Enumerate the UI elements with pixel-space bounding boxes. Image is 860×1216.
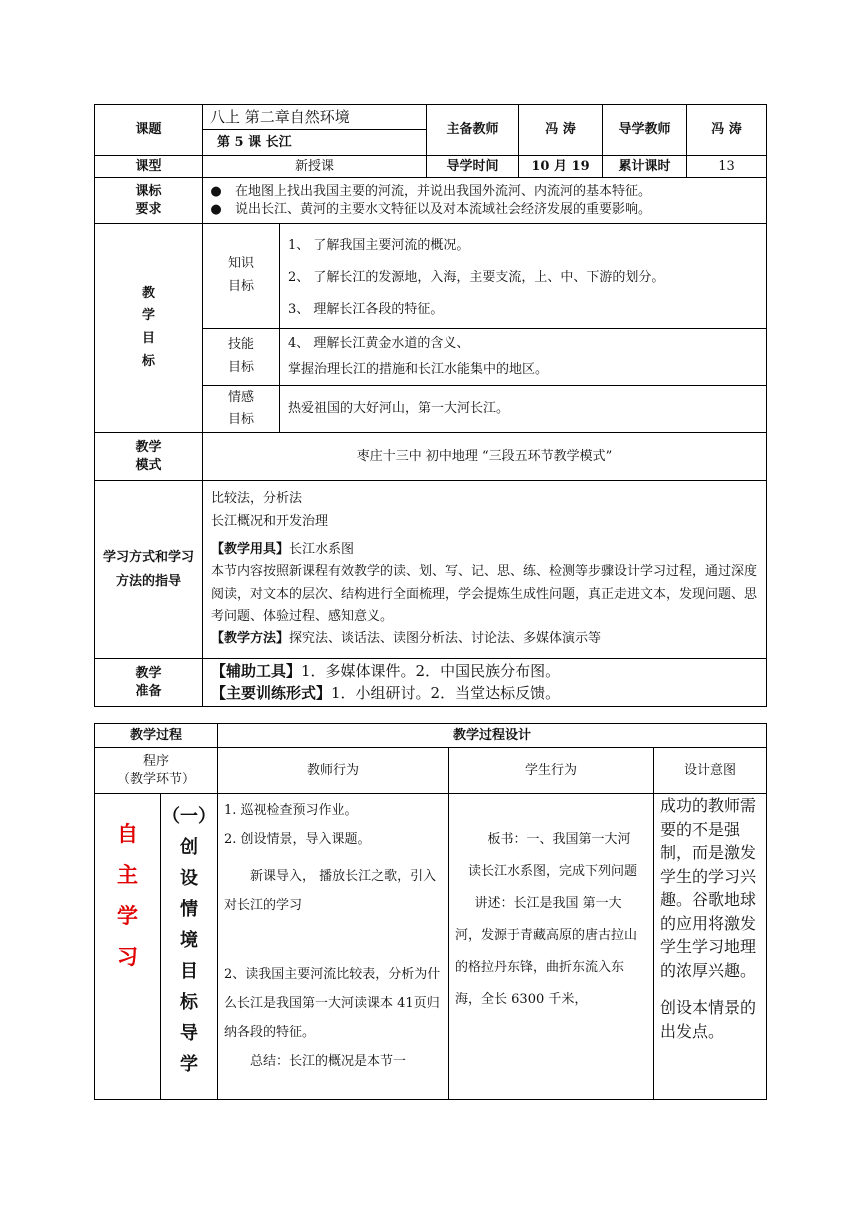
mode-text: 枣庄十三中 初中地理 “三段五环节教学模式” [203,433,767,481]
phase-label: 自 主 学 习 [95,794,161,1100]
mode-label: 教学 模式 [95,433,203,481]
lesson-info-table [94,104,767,707]
emotion-goal-label: 情感 目标 [203,386,280,432]
student-column-header: 学生行为 [449,748,654,794]
requirement-item: ● 在地图上找出我国主要的河流，并说出我国外流河、内流河的基本特征。 [210,183,652,199]
topic-chapter: 八上 第二章自然环境 [203,105,426,130]
requirements-label: 课标 要求 [95,178,203,224]
time-label: 导学时间 [427,156,519,178]
process-table [94,723,767,1100]
teacher-column-header: 教师行为 [218,748,449,794]
type-label: 课型 [95,156,203,178]
methods-line: 长江概况和开发治理 [211,513,329,529]
goals-label: 教 学 目 标 [95,224,203,433]
prep-label: 教学 准备 [95,659,203,707]
design-intent: 成功的教师需要的不是强制，而是激发学生的学习兴趣。谷歌地球的应用将激发学生学习地理的浓厚兴趣。 创设本情景的出发点。 [654,794,767,1100]
methods-paragraph: 本节内容按照新课程有效教学的读、划、写、记、思、练、检测等步骤设计学习过程，通过深度阅读，对文本的层次、结构进行全面梳理，学会提炼生成性问题，真正走进文本，发现问题、思考问题、体验过程、感知意义。 [211,564,758,625]
step-label: （一） 创 设 情 境 目 标 导 学 [161,794,218,1100]
tools-line: 【教学用具】长江水系图 [211,541,355,557]
intent-column-header: 设计意图 [654,748,767,794]
guide-teacher-name: 冯 涛 [687,105,767,156]
lead-teacher-label: 主备教师 [427,105,519,156]
topic-label: 课题 [95,105,203,156]
prep-content: 【辅助工具】1．多媒体课件。2．中国民族分布图。 【主要训练形式】1．小组研讨。2．当堂达标反馈。 [203,659,767,707]
procedure-label: 程序 （教学环节） [95,748,218,794]
bullet-icon: ● [210,201,222,217]
knowledge-goal-list: 1、 了解我国主要河流的概况。 2、 了解长江的发源地，入海，主要支流，上、中、下游的划分。 3、 理解长江各段的特征。 [288,238,665,317]
type-value: 新授课 [203,156,427,178]
time-value: 10 月 19 [519,156,603,178]
hours-value: 13 [687,156,767,178]
methods-label: 学习方式和学习方法的指导 [95,481,203,659]
lead-teacher-name: 冯 涛 [519,105,603,156]
knowledge-goal-label: 知识 目标 [203,224,280,328]
design-label: 教学过程设计 [218,724,767,748]
topic-cell [203,105,427,156]
method-line: 【教学方法】探究法、谈话法、读图分析法、讨论法、多媒体演示等 [211,631,602,647]
skill-goal-label: 技能 目标 [203,329,280,385]
skill-goal-list: 4、 理解长江黄金水道的含义、 掌握治理长江的措施和长江水能集中的地区。 [288,336,549,377]
emotion-goal-text: 热爱祖国的大好河山，第一大河长江。 [288,401,510,417]
requirements-list [203,178,767,224]
teacher-actions: 1. 巡视检查预习作业。 2. 创设情景，导入课题。 新课导入， 播放长江之歌，引入对长江的学习 2、读我国主要河流比较表，分析为什么长江是我国第一大河读课本 41页归纳各段的特征。 总结：长江的概况是本节一 [218,794,449,1100]
student-actions: 板书：一、我国第一大河 读长江水系图，完成下列问题 讲述：长江是我国 第一大河，发源于青藏高原的唐古拉山的格拉丹东锋，曲折东流入东海，全长 6300 千米， [449,794,654,1100]
process-label: 教学过程 [95,724,218,748]
methods-content [203,481,767,659]
requirement-item: ● 说出长江、黄河的主要水文特征以及对本流域社会经济发展的重要影响。 [210,201,652,217]
guide-teacher-label: 导学教师 [603,105,687,156]
bullet-icon: ● [210,183,222,199]
methods-line: 比较法，分析法 [211,491,303,507]
hours-label: 累计课时 [603,156,687,178]
topic-lesson: 第 5 课 长江 [217,135,292,150]
